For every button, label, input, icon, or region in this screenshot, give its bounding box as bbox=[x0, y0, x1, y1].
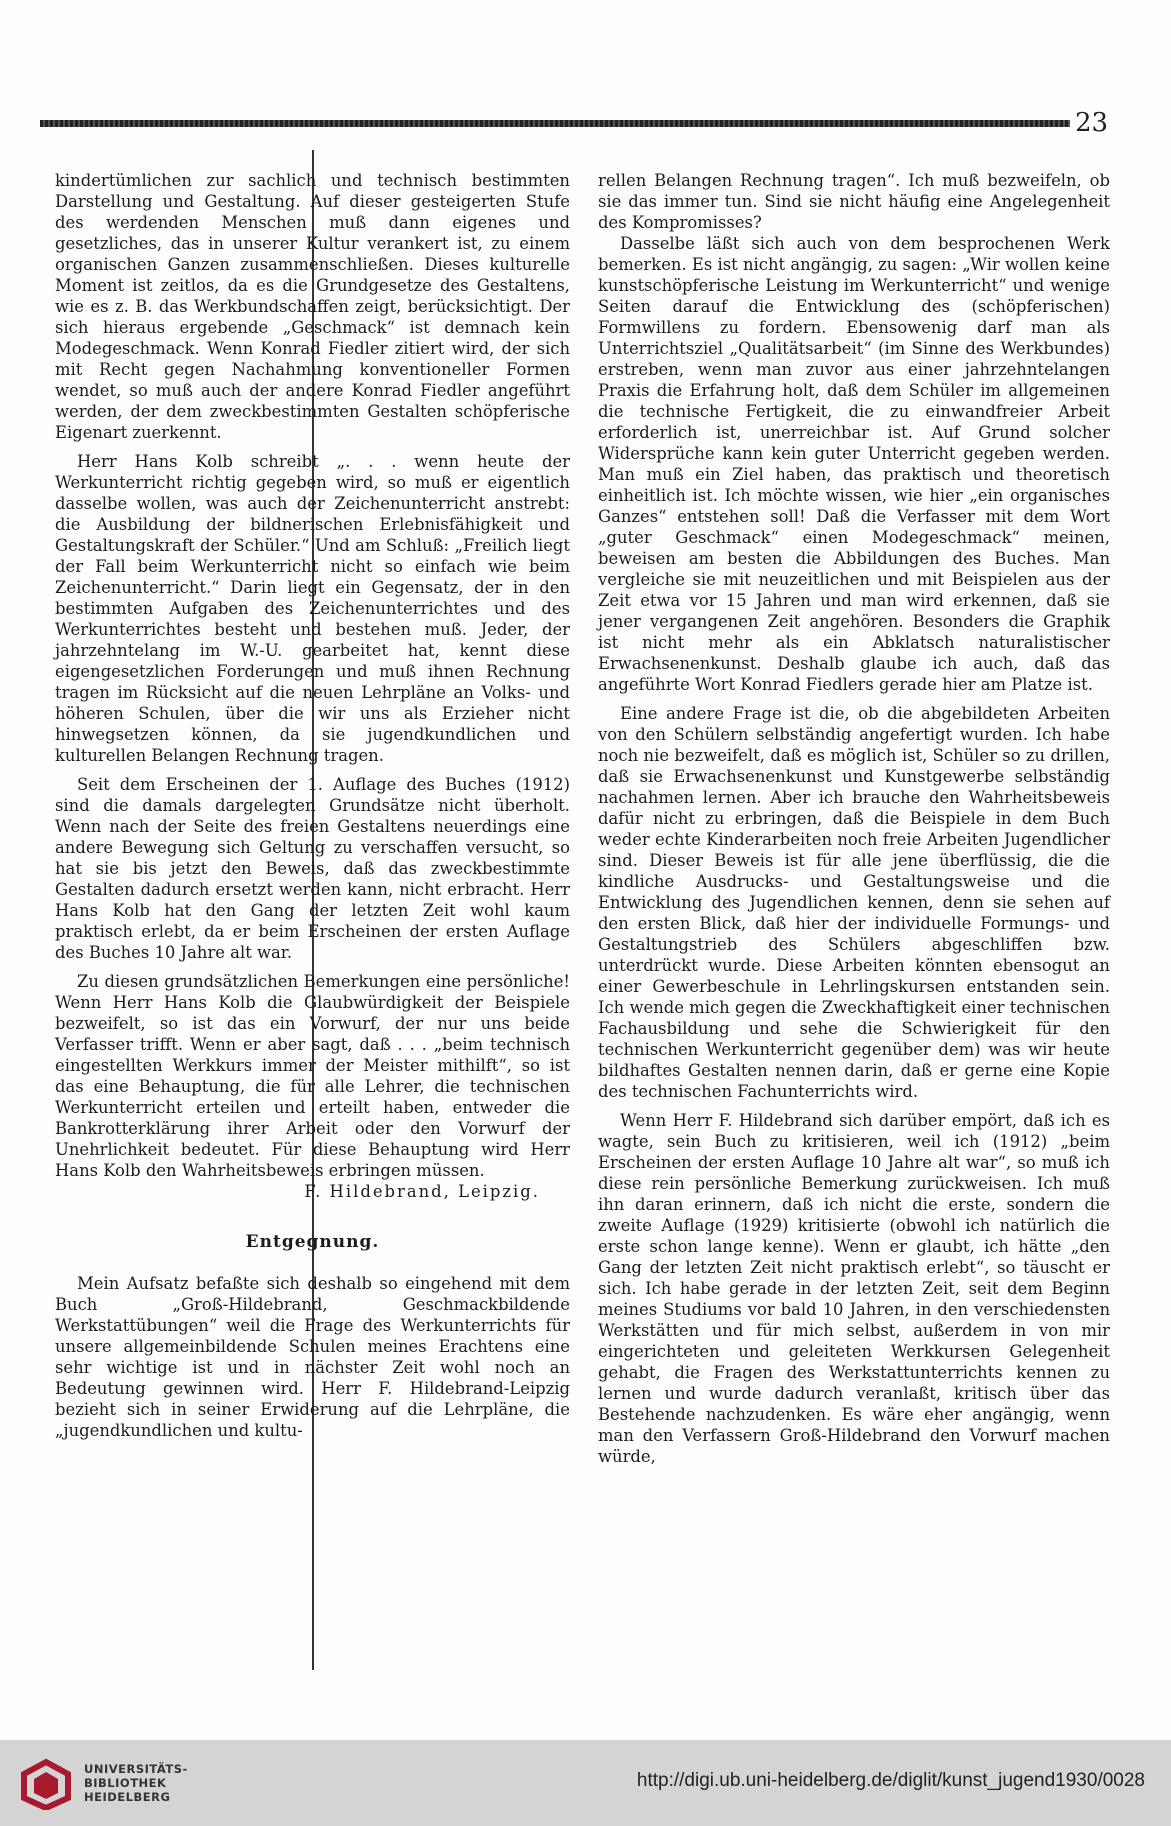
section-heading: Entgegnung. bbox=[245, 1232, 380, 1252]
signature: F. Hildebrand, Leipzig. bbox=[304, 1182, 540, 1201]
paragraph: rellen Belangen Rechnung tragen“. Ich muß bezweifeln, ob sie das immer tun. Sind sie nicht häufig eine Angelegenheit des Kompromisses? bbox=[598, 171, 1110, 232]
page-number: 23 bbox=[1075, 108, 1109, 138]
paragraph: Dasselbe läßt sich auch von dem besprochenen Werk bemerken. Es ist nicht angängig, zu sagen: „Wir wollen keine kunstschöpferische Leistung im Werkunterricht“ und wenige Seiten darauf die Entwicklung des (schöpferischen) Formwillens zu fordern. Ebensowenig darf man als Unterrichtsziel „Qualitätsarbeit“ (im Sinne des Werkbundes) erstreben, wenn man zuvor aus einer jahrzehntelangen Praxis die Erfahrung holt, daß dem Schüler im allgemeinen die technische Fertigkeit, die zu einwandfreier Arbeit erforderlich ist, unerreichbar ist. Auf Grund solcher Widersprüche kann kein guter Unterricht gegeben werden. Man muß ein Ziel haben, das praktisch und theoretisch einheitlich ist. Ich möchte wissen, wie hier „ein organisches Ganzes“ entstehen soll! Daß die Verfasser mit dem Wort „guter Geschmack“ einen Modegeschmack“ meinen, beweisen am besten die Abbildungen des Buches. Man vergleiche sie mit neuzeitlichen und mit Beispielen aus der Zeit etwa vor 15 Jahren und man wird erkennen, daß sie jener vergangenen Zeit angehören. Besonders die Graphik ist nicht mehr als ein Abklatsch naturalistischer Erwachsenenkunst. Deshalb glaube ich auch, daß das angeführte Wort Konrad Fiedlers gerade hier am Platze ist. bbox=[598, 234, 1110, 694]
header-rule bbox=[40, 120, 1070, 127]
library-name bbox=[84, 1762, 188, 1804]
library-logo-icon[interactable] bbox=[20, 1758, 72, 1810]
paragraph: Seit dem Erscheinen der 1. Auflage des Buches (1912) sind die damals dargelegten Grundsätze nicht überholt. Wenn nach der Seite des freien Gestaltens neuerdings eine andere Bewegung sich Geltung zu verschaffen versucht, so hat sie bis jetzt den Beweis, daß das zweckbestimmte Gestalten dadurch ersetzt werden kann, nicht erbracht. Herr Hans Kolb hat den Gang der letzten Zeit wohl kaum praktisch erlebt, da er beim Erscheinen der ersten Auflage des Buches 10 Jahre alt war. bbox=[55, 775, 570, 962]
paragraph: Eine andere Frage ist die, ob die abgebildeten Arbeiten von den Schülern selbständig angefertigt wurden. Ich habe noch nie bezweifelt, daß es möglich ist, Schüler so zu drillen, daß sie Erwachsenenkunst und Kunstgewerbe selbständig nachahmen lernen. Aber ich brauche den Wahrheitsbeweis dafür nicht zu erbringen, daß die Beispiele in dem Buch weder echte Kinderarbeiten noch freie Arbeiten Jugendlicher sind. Dieser Beweis ist für alle jene überflüssig, die die kindliche Ausdrucks- und Gestaltungsweise und die Entwicklung des Jugendlichen kennen, denn sie sehen auf den ersten Blick, daß hier der individuelle Formungs- und Gestaltungstrieb des Schülers abgeschliffen bzw. unterdrückt wurde. Diese Arbeiten könnten ebensogut an einer Gewerbeschule in Lehrlingskursen entstanden sein. Ich wende mich gegen die Zweckhaftigkeit einer technischen Fachausbildung und sehe die Schwierigkeit für den technischen Werkunterricht gegenüber dem) was wir heute bildhaftes Gestalten nennen darin, daß er gerne eine Kopie des technischen Fachunterrichts wird. bbox=[598, 704, 1110, 1101]
paragraph: Wenn Herr F. Hildebrand sich darüber empört, daß ich es wagte, sein Buch zu kritisieren, weil ich (1912) „beim Erscheinen der ersten Auflage 10 Jahre alt war“, so muß ich diese rein persönliche Bemerkung zurückweisen. Ich muß ihn daran erinnern, daß ich nicht die erste, sondern die zweite Auflage (1929) kritisierte (obwohl ich natürlich die erste schon lange kenne). Wenn er glaubt, ich hätte „den Gang der letzten Zeit nicht praktisch erlebt“, so täuscht er sich. Ich habe gerade in der letzten Zeit, seit dem Beginn meines Studiums vor bald 10 Jahren, in den verschiedensten Werkstätten und für mich selbst, außerdem in von mir eingerichteten und geleiteten Werkkursen Gelegenheit gehabt, die Fragen des Werkstattunterrichts kennen zu lernen und wurde dadurch veranlaßt, kritisch über das Bestehende nachzudenken. Es wäre eher angängig, wenn man den Verfassern Groß-Hildebrand den Vorwurf machen würde, bbox=[598, 1111, 1110, 1466]
left-column bbox=[55, 170, 570, 1441]
library-name-line: UNIVERSITÄTS- bbox=[84, 1762, 188, 1776]
permalink-url[interactable]: http://digi.ub.uni-heidelberg.de/diglit/kunst_jugend1930/0028 bbox=[636, 1770, 1145, 1791]
library-name-line: BIBLIOTHEK bbox=[84, 1776, 167, 1790]
paragraph: Mein Aufsatz befaßte sich deshalb so eingehend mit dem Buch „Groß-Hildebrand, Geschmackbildende Werkstattübungen“ weil die Frage des Werkunterrichts für unsere allgemeinbildende Schulen meines Erachtens eine sehr wichtige ist und in nächster Zeit wohl noch an Bedeutung gewinnen wird. Herr F. Hildebrand-Leipzig bezieht sich in seiner Erwiderung auf die Lehrpläne, die „jugendkundlichen und kultu- bbox=[55, 1274, 570, 1440]
paragraph: Zu diesen grundsätzlichen Bemerkungen eine persönliche! Wenn Herr Hans Kolb die Glaubwürdigkeit der Beispiele bezweifelt, so ist das ein Vorwurf, der nur uns beide Verfasser trifft. Wenn er aber sagt, daß . . . „beim technisch eingestellten Werkkurs immer der Meister mithilft“, so ist das eine Behauptung, die für alle Lehrer, die technischen Werkunterricht erteilen und erteilt haben, entweder die Bankrotterklärung ihrer Arbeit oder den Vorwurf der Unehrlichkeit bedeutet. Für diese Behauptung wird Herr Hans Kolb den Wahrheitsbeweis erbringen müssen. bbox=[55, 972, 570, 1180]
paragraph: kindertümlichen zur sachlich und technisch bestimmten Darstellung und Gestaltung. Auf dieser gesteigerten Stufe des werdenden Menschen muß dann eigenes und gesetzliches, das in unserer Kultur verankert ist, zu einem organischen Ganzen zusammenschließen. Dieses kulturelle Moment ist zeitlos, da es die Grundgesetze des Gestaltens, wie es z. B. das Werkbundschaffen zeigt, berücksichtigt. Der sich hieraus ergebende „Geschmack“ ist demnach kein Modegeschmack. Wenn Konrad Fiedler zitiert wird, der sich mit Recht gegen Nachahmung konventioneller Formen wendet, so muß auch der andere Konrad Fiedler angeführt werden, der dem zweckbestimmten Gestalten schöpferische Eigenart zuerkennt. bbox=[55, 171, 570, 442]
paragraph: Herr Hans Kolb schreibt „. . . wenn heute der Werkunterricht richtig gegeben wird, so muß er eigentlich dasselbe wollen, was auch der Zeichenunterricht anstrebt: die Ausbildung der bildnerischen Erlebnisfähigkeit und Gestaltungskraft der Schüler.“ Und am Schluß: „Freilich liegt der Fall beim Werkunterricht nicht so einfach wie beim Zeichenunterricht.“ Darin liegt ein Gegensatz, der in den bestimmten Aufgaben des Zeichenunterrichtes und des Werkunterrichtes besteht und bestehen muß. Jeder, der jahrzehntelang im W.-U. gearbeitet hat, kennt diese eigengesetzlichen Forderungen und muß ihnen Rechnung tragen im Rücksicht auf die neuen Lehrpläne an Volks- und höheren Schulen, über die wir uns als Erzieher nicht hinwegsetzen können, da sie jugendkundlichen und kulturellen Belangen Rechnung tragen. bbox=[55, 452, 570, 765]
right-column bbox=[598, 170, 1110, 1467]
viewer-footer bbox=[0, 1740, 1171, 1826]
library-name-line: HEIDELBERG bbox=[84, 1790, 171, 1804]
